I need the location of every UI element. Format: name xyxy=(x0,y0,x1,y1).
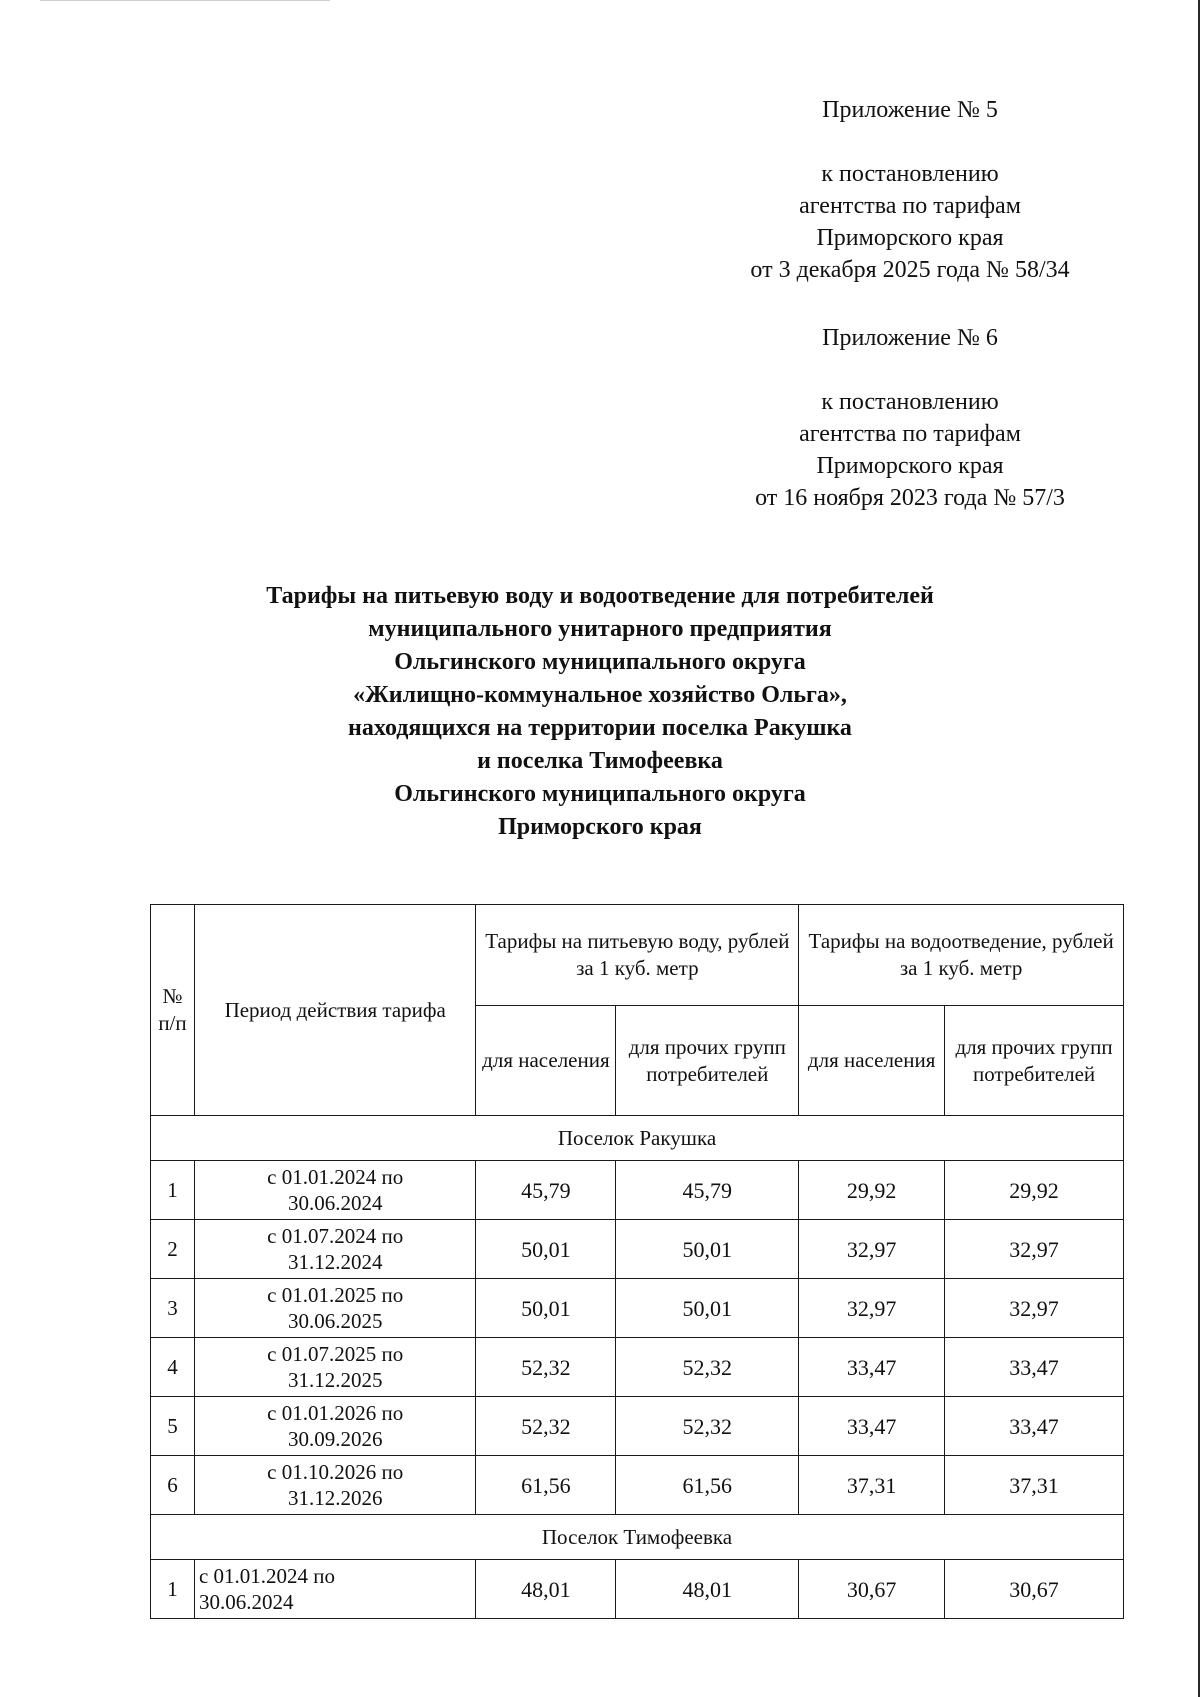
title-line: «Жилищно-коммунальное хозяйство Ольга», xyxy=(353,682,847,708)
title-line: Ольгинского муниципального округа xyxy=(394,649,806,675)
drain-others-value: 30,67 xyxy=(945,1560,1124,1619)
water-others-value: 48,01 xyxy=(616,1560,799,1619)
row-num: 2 xyxy=(151,1220,195,1279)
title-line: и поселка Тимофеевка xyxy=(477,748,723,774)
water-population-value: 61,56 xyxy=(476,1456,616,1515)
appendix-5-line: от 3 декабря 2025 года № 58/34 xyxy=(750,257,1070,283)
period-to: 30.06.2024 xyxy=(198,1590,294,1614)
row-num: 1 xyxy=(151,1560,195,1619)
row-period xyxy=(194,1338,476,1397)
section-header: Поселок Ракушка xyxy=(151,1116,1124,1161)
row-period xyxy=(194,1456,476,1515)
appendix-6-title: Приложение № 6 xyxy=(822,325,998,351)
water-population-value: 48,01 xyxy=(476,1560,616,1619)
period-to: 30.06.2025 xyxy=(287,1309,383,1333)
row-num: 5 xyxy=(151,1397,195,1456)
period-from: с 01.07.2025 по xyxy=(267,1342,404,1366)
appendix-6-line: от 16 ноября 2023 года № 57/3 xyxy=(755,485,1065,511)
drain-others-value: 37,31 xyxy=(945,1456,1124,1515)
water-others-value: 50,01 xyxy=(616,1279,799,1338)
period-from: с 01.01.2024 по xyxy=(198,1564,336,1588)
water-population-value: 45,79 xyxy=(476,1161,616,1220)
water-others-value: 50,01 xyxy=(616,1220,799,1279)
water-population-value: 50,01 xyxy=(476,1220,616,1279)
document-title xyxy=(160,580,1040,844)
title-line: Ольгинского муниципального округа xyxy=(394,781,806,807)
water-population-value: 52,32 xyxy=(476,1397,616,1456)
period-from: с 01.07.2024 по xyxy=(267,1224,404,1248)
appendix-5-title: Приложение № 5 xyxy=(822,97,998,123)
table-row xyxy=(151,1161,1124,1220)
header-drain: Тарифы на водоотведение, рублей за 1 куб. метр xyxy=(799,905,1124,1006)
period-to: 31.12.2025 xyxy=(287,1368,383,1392)
period-from: с 01.01.2025 по xyxy=(267,1283,404,1307)
tariff-table xyxy=(150,904,1124,1619)
row-period xyxy=(194,1560,476,1619)
water-population-value: 52,32 xyxy=(476,1338,616,1397)
water-population-value: 50,01 xyxy=(476,1279,616,1338)
header-water-others: для прочих групп потребителей xyxy=(616,1006,799,1116)
drain-population-value: 29,92 xyxy=(799,1161,945,1220)
row-num: 4 xyxy=(151,1338,195,1397)
appendix-5-line: к постановлению xyxy=(821,161,999,187)
appendix-6-line: к постановлению xyxy=(821,389,999,415)
scan-artifact xyxy=(40,0,330,1)
drain-population-value: 30,67 xyxy=(799,1560,945,1619)
header-drain-others: для прочих групп потребителей xyxy=(945,1006,1124,1116)
water-others-value: 61,56 xyxy=(616,1456,799,1515)
row-num: 1 xyxy=(151,1161,195,1220)
period-to: 30.06.2024 xyxy=(287,1191,383,1215)
title-line: Приморского края xyxy=(498,814,702,840)
header-period: Период действия тарифа xyxy=(194,905,476,1116)
water-others-value: 52,32 xyxy=(616,1397,799,1456)
row-period xyxy=(194,1397,476,1456)
section-header: Поселок Тимофеевка xyxy=(151,1515,1124,1560)
period-from: с 01.01.2026 по xyxy=(267,1401,404,1425)
appendix-6-line: агентства по тарифам xyxy=(799,421,1021,447)
table-row xyxy=(151,1456,1124,1515)
period-to: 31.12.2026 xyxy=(287,1486,383,1510)
row-num: 6 xyxy=(151,1456,195,1515)
drain-others-value: 32,97 xyxy=(945,1279,1124,1338)
drain-population-value: 33,47 xyxy=(799,1397,945,1456)
appendix-6-block xyxy=(700,322,1120,514)
period-from: с 01.01.2024 по xyxy=(267,1165,404,1189)
header-water-population: для населения xyxy=(476,1006,616,1116)
period-to: 31.12.2024 xyxy=(287,1250,383,1274)
header-num: № п/п xyxy=(151,905,195,1116)
period-from: с 01.10.2026 по xyxy=(267,1460,404,1484)
drain-others-value: 32,97 xyxy=(945,1220,1124,1279)
table-row xyxy=(151,1220,1124,1279)
period-to: 30.09.2026 xyxy=(287,1427,383,1451)
drain-others-value: 33,47 xyxy=(945,1338,1124,1397)
appendix-6-line: Приморского края xyxy=(816,453,1004,479)
table-row xyxy=(151,1397,1124,1456)
table-row xyxy=(151,1338,1124,1397)
drain-others-value: 33,47 xyxy=(945,1397,1124,1456)
row-period xyxy=(194,1220,476,1279)
row-period xyxy=(194,1161,476,1220)
title-line: муниципального унитарного предприятия xyxy=(368,616,832,642)
row-period xyxy=(194,1279,476,1338)
drain-population-value: 32,97 xyxy=(799,1220,945,1279)
water-others-value: 52,32 xyxy=(616,1338,799,1397)
table-row xyxy=(151,1279,1124,1338)
table-row xyxy=(151,1560,1124,1619)
appendix-5-line: Приморского края xyxy=(816,225,1004,251)
water-others-value: 45,79 xyxy=(616,1161,799,1220)
row-num: 3 xyxy=(151,1279,195,1338)
drain-population-value: 32,97 xyxy=(799,1279,945,1338)
appendix-5-line: агентства по тарифам xyxy=(799,193,1021,219)
header-drain-population: для населения xyxy=(799,1006,945,1116)
title-line: находящихся на территории поселка Ракушка xyxy=(348,715,852,741)
title-line: Тарифы на питьевую воду и водоотведение для потребителей xyxy=(266,583,934,609)
drain-population-value: 33,47 xyxy=(799,1338,945,1397)
drain-others-value: 29,92 xyxy=(945,1161,1124,1220)
appendix-5-block xyxy=(700,94,1120,286)
header-water: Тарифы на питьевую воду, рублей за 1 куб. метр xyxy=(476,905,799,1006)
drain-population-value: 37,31 xyxy=(799,1456,945,1515)
